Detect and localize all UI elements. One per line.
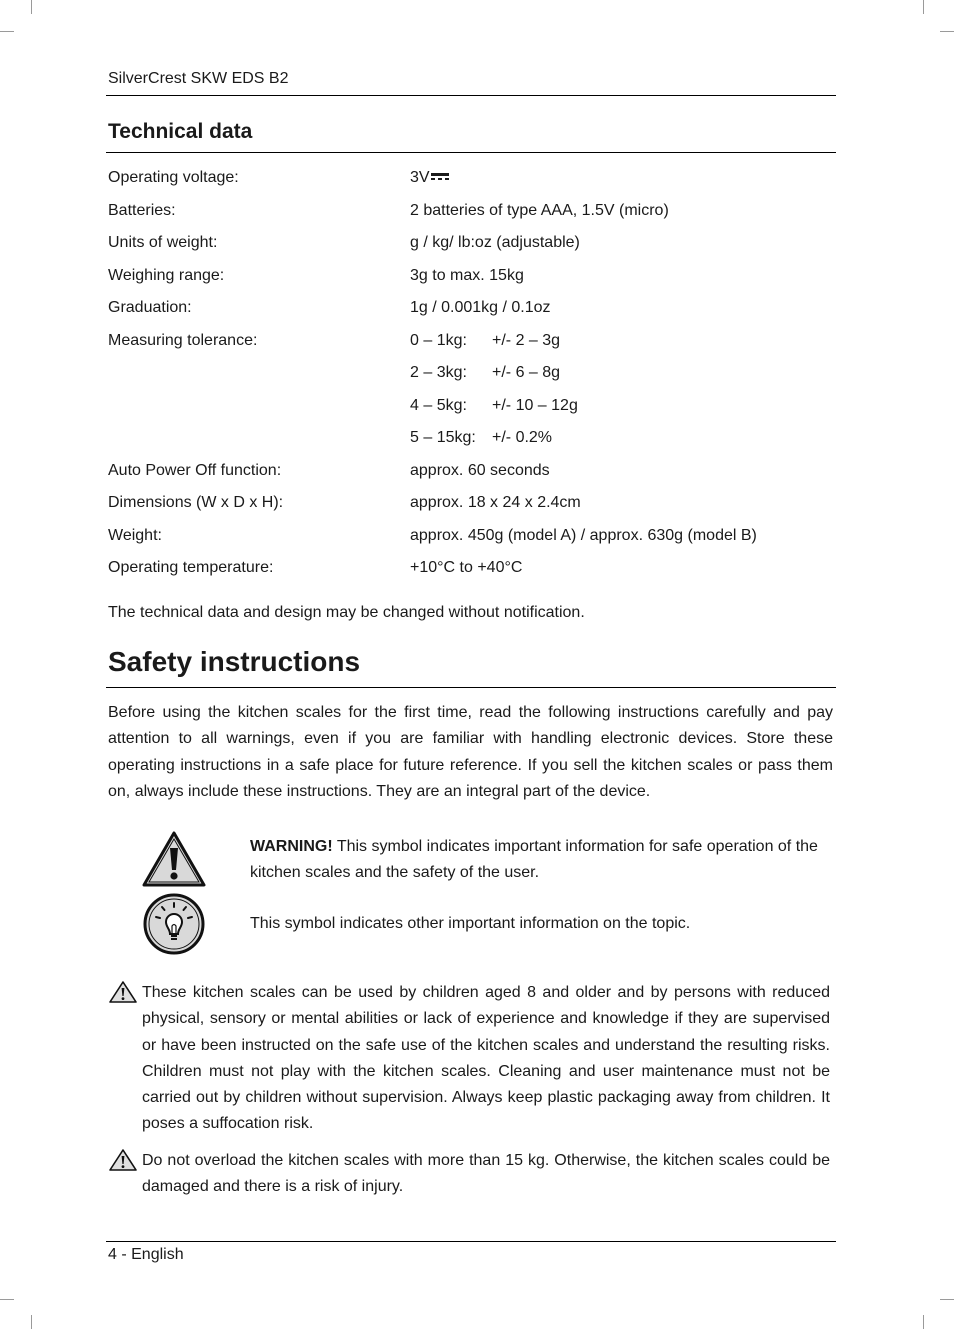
crop-mark xyxy=(31,0,32,14)
crop-mark xyxy=(940,31,954,32)
spec-value: 1g / 0.001kg / 0.1oz xyxy=(410,299,551,316)
spec-label: Batteries: xyxy=(108,202,176,219)
info-symbol-description: This symbol indicates other important information on the topic. xyxy=(250,915,691,932)
warning-text: This symbol indicates important information for safe operation of the kitchen scales and the safety of the user. xyxy=(250,838,818,881)
spec-value: 3V xyxy=(410,166,449,190)
spec-value: approx. 18 x 24 x 2.4cm xyxy=(410,494,581,511)
header-rule xyxy=(106,95,836,96)
spec-label: Operating voltage: xyxy=(108,169,239,186)
tolerance-range: 4 – 5kg: xyxy=(410,397,467,414)
direct-current-icon xyxy=(431,172,449,182)
warning-triangle-icon xyxy=(108,980,138,1004)
technical-note: The technical data and design may be changed without notification. xyxy=(108,604,585,621)
crop-mark xyxy=(0,31,14,32)
page-number: 4 - English xyxy=(108,1246,184,1263)
safety-intro: Before using the kitchen scales for the first time, read the following instructions carefully and pay attention to all warnings, even if you are familiar with handling electronic devices. Store these operating instructions in a safe place for future reference. If you sell the kitchen scales or pass them on, always include these instructions. They are an integral part of the device. xyxy=(108,704,833,800)
tolerance-range: 5 – 15kg: xyxy=(410,429,476,446)
crop-mark xyxy=(0,1299,14,1300)
tolerance-deviation: +/- 0.2% xyxy=(492,429,553,446)
section-rule xyxy=(106,152,836,153)
crop-mark xyxy=(31,1315,32,1329)
technical-data-heading: Technical data xyxy=(108,120,253,143)
crop-mark xyxy=(923,1315,924,1329)
spec-value: 3g to max. 15kg xyxy=(410,267,524,284)
spec-label: Units of weight: xyxy=(108,234,218,251)
tolerance-range: 0 – 1kg: xyxy=(410,332,467,349)
warning-symbol-description xyxy=(250,834,835,886)
warning-triangle-icon xyxy=(141,830,207,888)
spec-value: 2 batteries of type AAA, 1.5V (micro) xyxy=(410,202,669,219)
spec-value: approx. 60 seconds xyxy=(410,462,550,479)
spec-label: Measuring tolerance: xyxy=(108,332,258,349)
crop-mark xyxy=(923,0,924,14)
tolerance-range: 2 – 3kg: xyxy=(410,364,467,381)
spec-label: Operating temperature: xyxy=(108,559,274,576)
spec-label: Dimensions (W x D x H): xyxy=(108,494,284,511)
lightbulb-info-icon xyxy=(142,893,206,955)
safety-item: These kitchen scales can be used by children aged 8 and older and by persons with reduced physical, sensory or mental abilities or lack of experience and knowledge if they are supervised or have been instructed on the safe use of the kitchen scales and understand the resulting risks. Children must not play with the kitchen scales. Cleaning and user maintenance must not be carried out by children without supervision. Always keep plastic packaging away from children. It poses a suffocation risk. xyxy=(142,984,830,1133)
spec-value: approx. 450g (model A) / approx. 630g (model B) xyxy=(410,527,757,544)
spec-label: Auto Power Off function: xyxy=(108,462,282,479)
running-header: SilverCrest SKW EDS B2 xyxy=(108,70,289,87)
tolerance-deviation: +/- 10 – 12g xyxy=(492,397,578,414)
safety-heading: Safety instructions xyxy=(108,646,361,677)
section-rule xyxy=(106,687,836,688)
spec-label: Weight: xyxy=(108,527,162,544)
spec-label: Weighing range: xyxy=(108,267,225,284)
safety-item: Do not overload the kitchen scales with more than 15 kg. Otherwise, the kitchen scales could be damaged and there is a risk of injury. xyxy=(142,1152,830,1196)
warning-label: WARNING! xyxy=(250,838,333,855)
tolerance-deviation: +/- 6 – 8g xyxy=(492,364,561,381)
crop-mark xyxy=(940,1299,954,1300)
spec-value: +10°C to +40°C xyxy=(410,559,523,576)
tolerance-deviation: +/- 2 – 3g xyxy=(492,332,561,349)
warning-triangle-icon xyxy=(108,1148,138,1172)
footer-rule xyxy=(106,1241,836,1242)
spec-label: Graduation: xyxy=(108,299,192,316)
spec-value: g / kg/ lb:oz (adjustable) xyxy=(410,234,580,251)
